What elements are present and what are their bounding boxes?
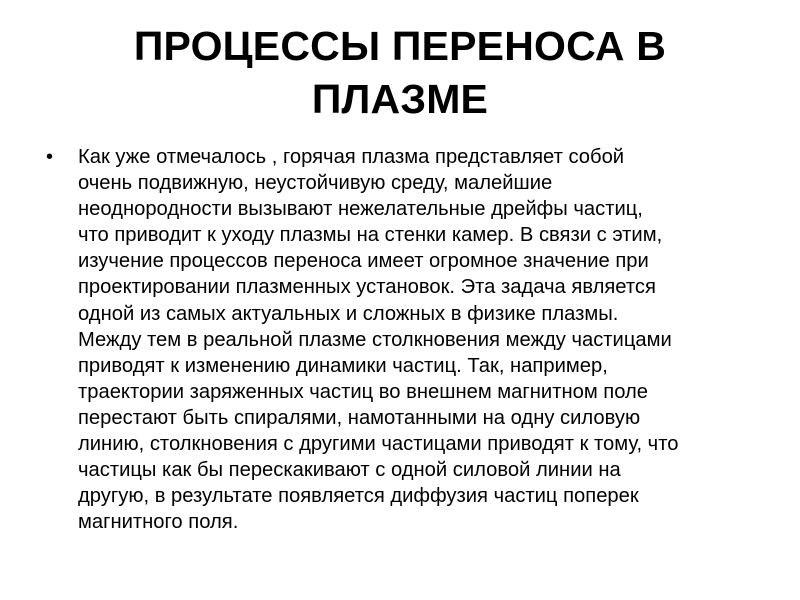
body-line: изучение процессов переноса имеет огромное значение при — [78, 250, 649, 273]
slide-title — [40, 20, 760, 126]
body-line: очень подвижную, неустойчивую среду, малейшие — [78, 172, 553, 195]
body-line: траектории заряженных частиц во внешнем магнитном поле — [78, 380, 649, 403]
bullet-list — [46, 144, 758, 535]
body-line: проектировании плазменных установок. Эта задача является — [78, 276, 656, 299]
body-line: что приводит к уходу плазмы на стенки камер. В связи с этим, — [78, 224, 663, 247]
body-line: другую, в результате появляется диффузия частиц поперек — [78, 485, 639, 508]
body-line: неоднородности вызывают нежелательные дрейфы частиц, — [78, 198, 643, 221]
bullet-icon: • — [46, 146, 54, 168]
body-line: одной из самых актуальных и сложных в физике плазмы. — [78, 302, 619, 325]
bullet-item — [46, 144, 758, 535]
body-line: частицы как бы перескакивают с одной силовой линии на — [78, 459, 621, 482]
body-line: Как уже отмечалось , горячая плазма представляет собой — [78, 146, 625, 168]
title-line-2: ПЛАЗМЕ — [311, 76, 489, 122]
body-line: линию, столкновения с другими частицами приводят к тому, что — [78, 433, 679, 456]
body-line: Между тем в реальной плазме столкновения между частицами — [78, 328, 672, 351]
title-line-1: ПРОЦЕССЫ ПЕРЕНОСА В — [133, 23, 667, 69]
body-line: магнитного поля. — [78, 511, 239, 534]
body-line: перестают быть спиралями, намотанными на одну силовую — [78, 406, 641, 429]
body-line: приводят к изменению динамики частиц. Так, например, — [78, 354, 608, 377]
